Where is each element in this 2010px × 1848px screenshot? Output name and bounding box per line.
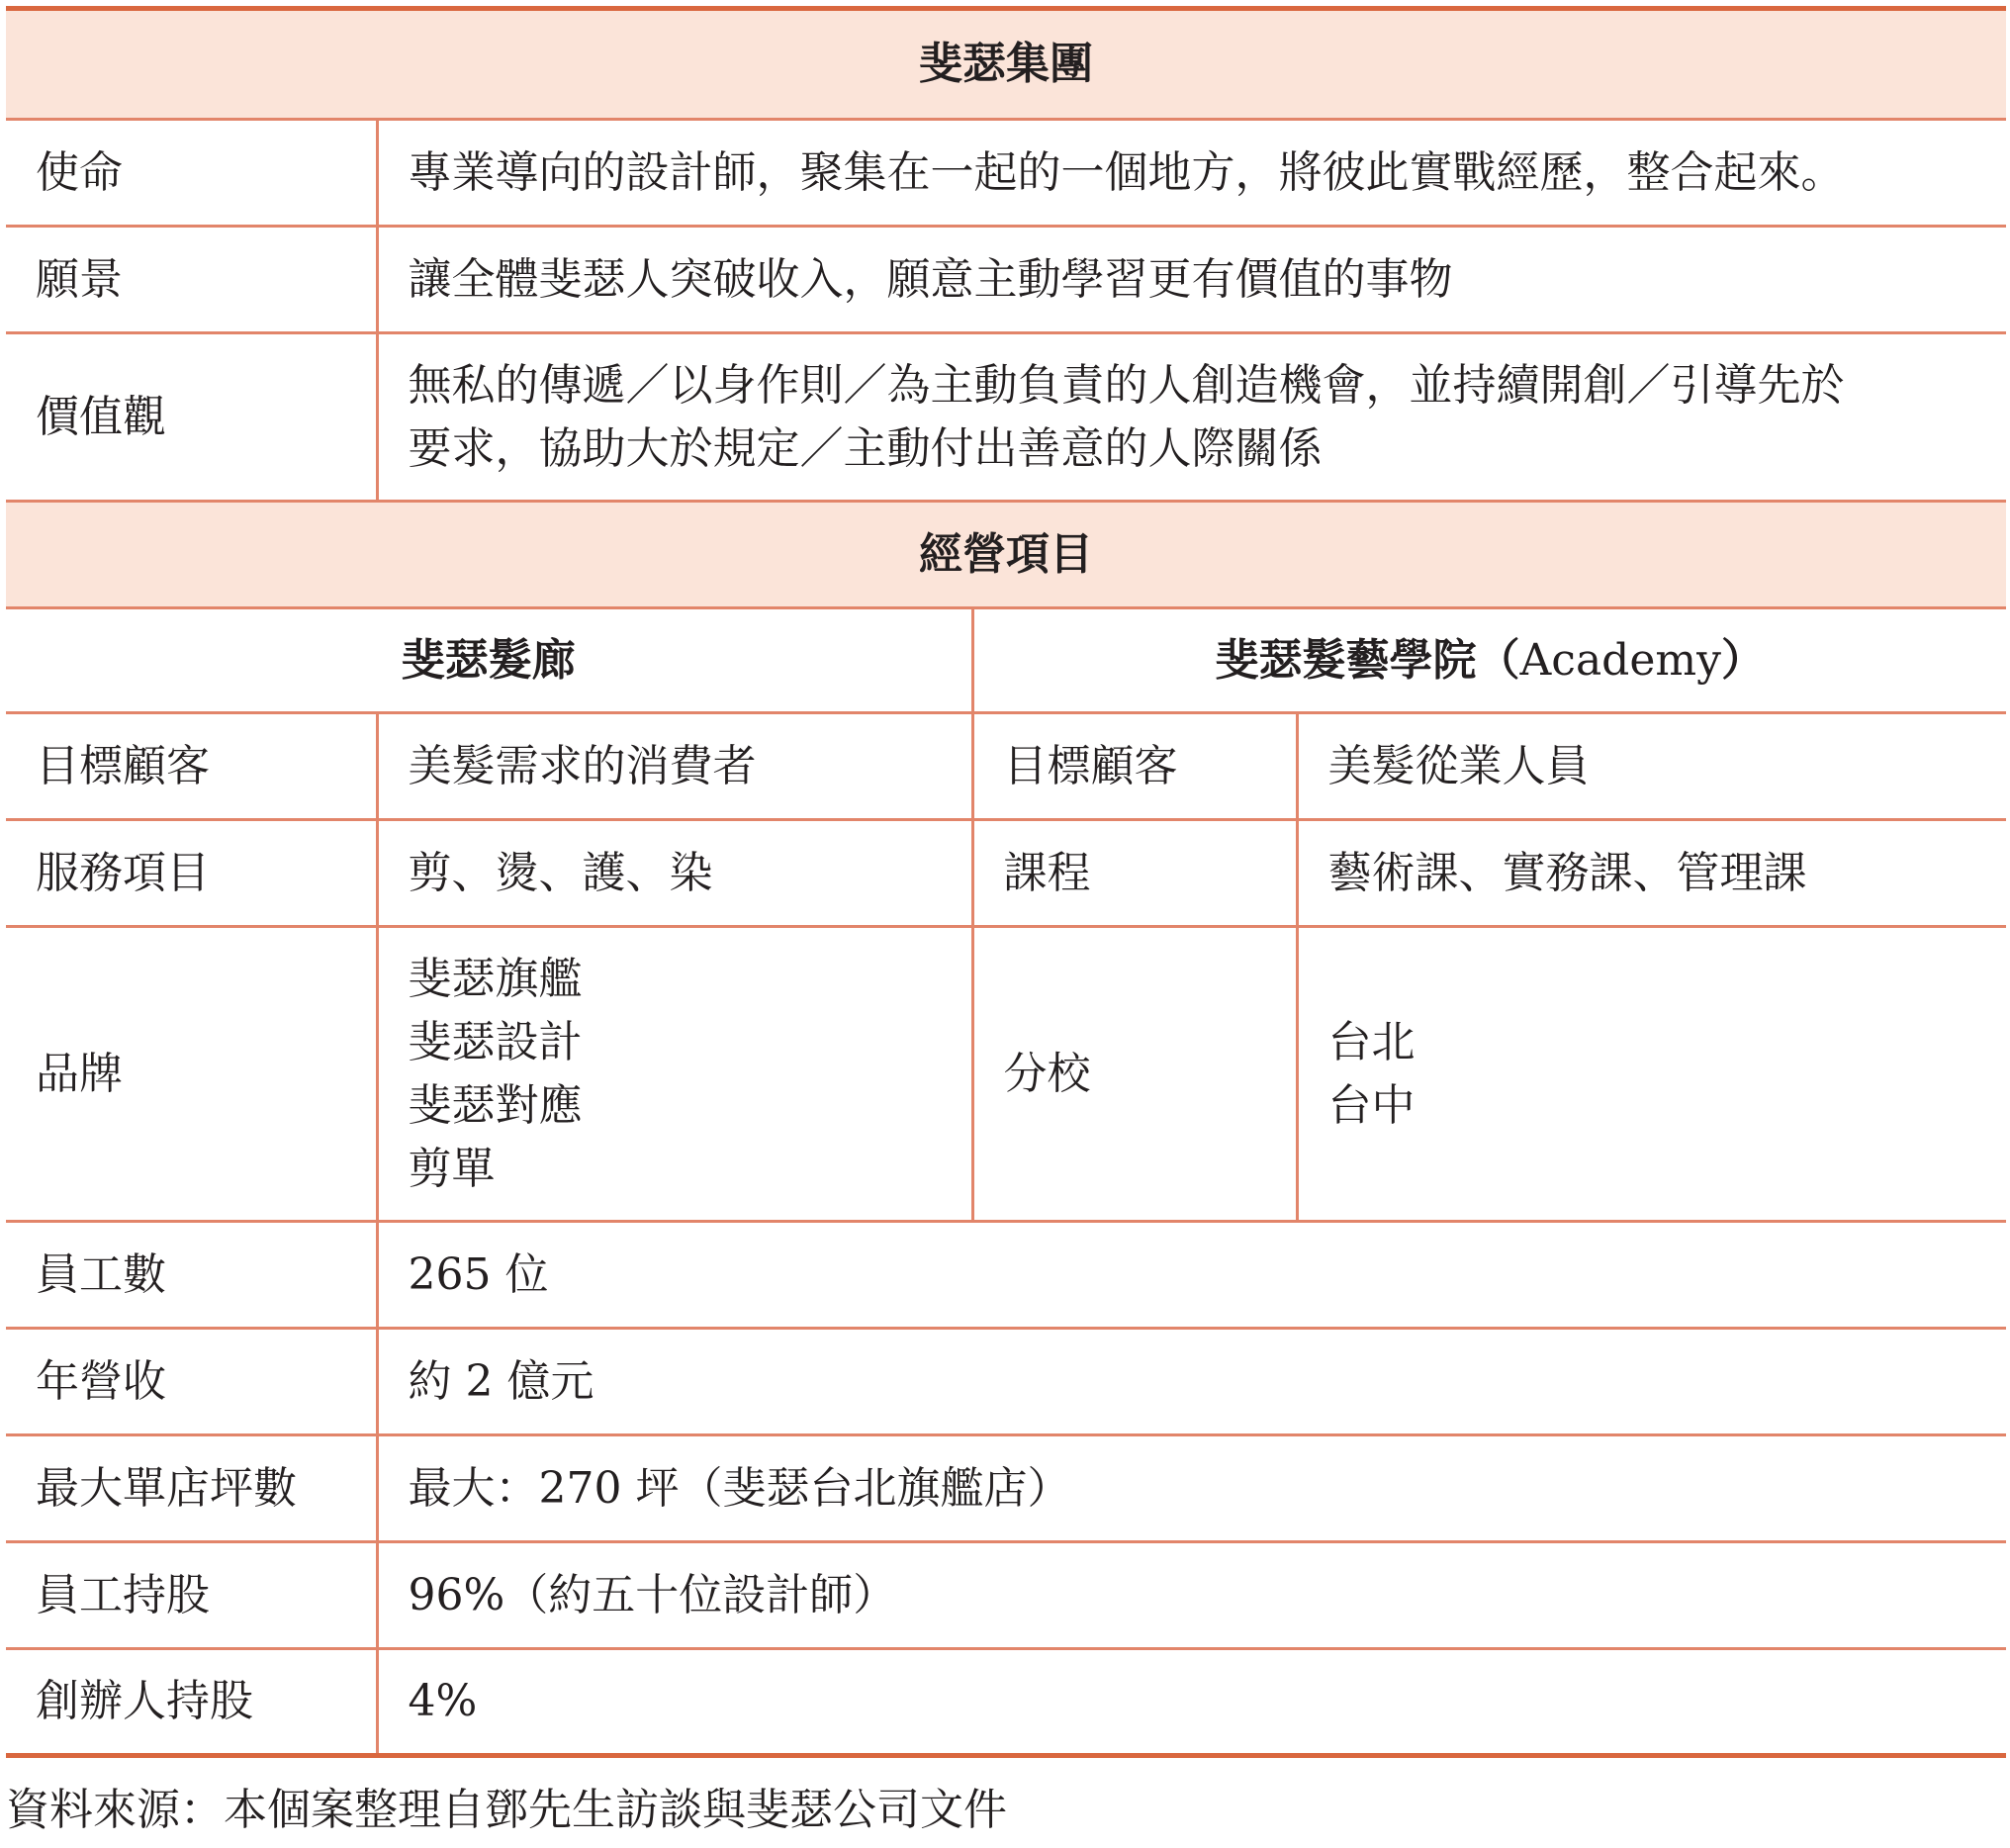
- employee-shares-label: 員工持股: [6, 1542, 377, 1649]
- mission-value: 專業導向的設計師，聚集在一起的一個地方，將彼此實戰經歷，整合起來。: [377, 120, 2006, 227]
- salon-brand-label: 品牌: [6, 927, 377, 1222]
- academy-title-latin: Academy: [1519, 634, 1721, 686]
- founder-shares-value: [377, 1649, 2006, 1756]
- branch-item: 台中: [1327, 1079, 1416, 1131]
- brand-item: 剪單: [408, 1143, 496, 1194]
- vision-value: 讓全體斐瑟人突破收入，願意主動學習更有價值的事物: [377, 227, 2006, 333]
- business-title: 經營項目: [6, 502, 2006, 608]
- brand-item: 斐瑟旗艦: [408, 953, 583, 1004]
- vision-label: 願景: [6, 227, 377, 333]
- values-line: 要求，協助大於規定／主動付出善意的人際關係: [408, 422, 1323, 474]
- target-customer-row: [6, 713, 2006, 820]
- employee-shares-number: 96%: [408, 1569, 505, 1620]
- employees-label: 員工數: [6, 1222, 377, 1329]
- employee-shares-value: [377, 1542, 2006, 1649]
- brand-item: 斐瑟設計: [408, 1016, 583, 1067]
- branch-item: 台北: [1327, 1016, 1416, 1067]
- revenue-unit: 億元: [493, 1355, 594, 1407]
- salon-services-label: 服務項目: [6, 820, 377, 927]
- services-row: [6, 820, 2006, 927]
- academy-title-cjk: 斐瑟髮藝學院（: [1215, 634, 1520, 686]
- largest-store-prefix: 最大：: [408, 1462, 539, 1514]
- values-label: 價值觀: [6, 333, 377, 502]
- salon-title: 斐瑟髮廊: [6, 608, 972, 713]
- employees-unit: 位: [491, 1248, 549, 1300]
- employees-value: [377, 1222, 2006, 1329]
- salon-target-value: 美髮需求的消費者: [377, 713, 972, 820]
- subheader-row: [6, 608, 2006, 713]
- academy-title: [972, 608, 2006, 713]
- employee-shares-suffix: （約五十位設計師）: [504, 1569, 897, 1620]
- values-value: [377, 333, 2006, 502]
- largest-store-row: [6, 1435, 2006, 1542]
- academy-title-close: ）: [1720, 634, 1765, 686]
- group-header-row: [6, 9, 2006, 120]
- academy-branch-label: 分校: [972, 927, 1297, 1222]
- academy-branch-value: [1297, 927, 2006, 1222]
- business-header-row: [6, 502, 2006, 608]
- brand-item: 斐瑟對應: [408, 1079, 583, 1131]
- employees-number: 265: [408, 1248, 492, 1300]
- revenue-value: [377, 1329, 2006, 1435]
- largest-store-value: [377, 1435, 2006, 1542]
- largest-store-suffix: 坪（斐瑟台北旗艦店）: [621, 1462, 1071, 1514]
- company-profile-table: [6, 6, 2006, 1758]
- employees-row: [6, 1222, 2006, 1329]
- largest-store-label: 最大單店坪數: [6, 1435, 377, 1542]
- revenue-prefix: 約: [408, 1355, 466, 1407]
- mission-label: 使命: [6, 120, 377, 227]
- revenue-label: 年營收: [6, 1329, 377, 1435]
- values-row: [6, 333, 2006, 502]
- founder-shares-row: [6, 1649, 2006, 1756]
- academy-courses-value: 藝術課、實務課、管理課: [1297, 820, 2006, 927]
- academy-courses-label: 課程: [972, 820, 1297, 927]
- revenue-row: [6, 1329, 2006, 1435]
- salon-target-label: 目標顧客: [6, 713, 377, 820]
- academy-target-value: 美髮從業人員: [1297, 713, 2006, 820]
- founder-shares-number: 4%: [408, 1676, 478, 1726]
- salon-services-value: 剪、燙、護、染: [377, 820, 972, 927]
- values-line: 無私的傳遞／以身作則／為主動負責的人創造機會，並持續開創／引導先於: [408, 359, 1845, 411]
- brand-row: [6, 927, 2006, 1222]
- vision-row: [6, 227, 2006, 333]
- founder-shares-label: 創辦人持股: [6, 1649, 377, 1756]
- revenue-number: 2: [465, 1355, 494, 1407]
- salon-brand-value: [377, 927, 972, 1222]
- employee-shares-row: [6, 1542, 2006, 1649]
- academy-target-label: 目標顧客: [972, 713, 1297, 820]
- mission-row: [6, 120, 2006, 227]
- source-note: 資料來源：本個案整理自鄧先生訪談與斐瑟公司文件: [6, 1785, 1007, 1835]
- largest-store-number: 270: [538, 1462, 622, 1514]
- group-title: 斐瑟集團: [6, 9, 2006, 120]
